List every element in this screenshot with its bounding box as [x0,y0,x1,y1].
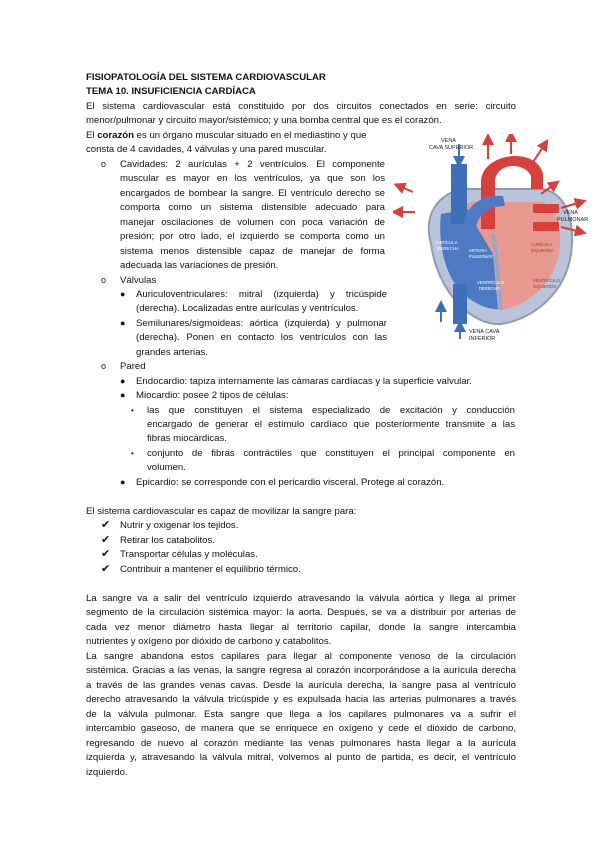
bullet-dot: ● [120,477,126,487]
bullet-dot: ● [120,376,126,386]
valvula-av-line: Auriculoventriculares: mitral (izquierda) y tricúspide [136,289,387,300]
endocardio-text: Endocardio: tapiza internamente las cámaras cardíacas y la superficie valvular. [136,376,472,387]
paragraph1-line: segmento de la circulación sistémica mayor: la aorta. Después, se va a distribuir por arterias de [86,607,516,618]
intro-line: consta de 4 cavidades, 4 válvulas y una pared muscular. [86,144,327,155]
valvulas-label: Válvulas [120,275,157,286]
bullet-dot: ● [120,318,126,328]
celulas-line: las que constituyen el sistema especializado de excitación y conducción [147,405,515,416]
intro-heart-line: El corazón es un órgano muscular situado en el mediastino y que [86,130,367,141]
topic-title: TEMA 10. INSUFICIENCIA CARDÍACA [86,86,256,97]
intro-line: menor/pulmonar y circuito mayor/sistémico; y una bomba central que es el corazón. [86,115,442,126]
celulas-line: conjunto de fibras contráctiles que constituyen el principal componente en [147,448,515,459]
vena-cava-inferior-vessel [453,284,467,324]
paragraph2-line: de la válvula pulmonar. Esta sangre que llega a los capilares pulmonares va a sufrir el [86,709,516,720]
bullet-marker: o [101,275,107,285]
label-ventriculo-derecho: VENTRÍCULO DERECHO [477,280,504,291]
bullet-small: • [131,406,134,415]
label-vena-cava-superior: VENA CAVA SUPERIOR [429,138,474,151]
celulas-line: encargado de generar el estímulo cardíaco que posteriormente transmite a las [147,419,515,430]
funcion-item: Transportar células y moléculas. [120,549,258,560]
check-icon: ✔ [101,534,111,546]
intro-line: El sistema cardiovascular está constituido por dos circuitos conectados en serie: circuito [86,101,516,112]
bullet-marker: o [101,361,107,371]
paragraph2-line: intercambio gaseoso, de manera que se enriquece en oxígeno y cede el dióxido de carbono, [86,723,516,734]
bullet-marker: o [101,159,107,169]
cavidades-line: muscular es mayor en los ventrículos, ya que son los [120,173,385,184]
celulas-line: volumen. [147,462,186,473]
valvula-sl-line: Semilunares/sigmoideas: aórtica (izquierda) y pulmonar [136,318,387,329]
label-vena-pulmonar: VENA PULMONAR [557,210,589,223]
miocardio-text: Miocardio: posee 2 tipos de células: [136,390,289,401]
funciones-intro: El sistema cardiovascular es capaz de movilizar la sangre para: [86,506,357,517]
paragraph1-line: La sangre va a salir del ventrículo izquierdo atravesando la válvula aórtica y llega al primer [86,593,516,604]
valvula-av-line: (derecha). Localizadas entre aurículas y ventrículos. [136,303,359,314]
label-auricula-izquierda: AURÍCULA IZQUIERDA [531,242,554,253]
keyword-corazon: corazón [97,130,134,141]
cavidades-line: Cavidades: 2 aurículas + 2 ventrículos. El componente [120,159,385,170]
paragraph2-line: La sangre abandona estos capilares para llegar al componente venoso de la circulación [86,651,516,662]
valvula-sl-line: (derecha). Ponen en contacto los ventrículos con las [136,332,387,343]
paragraph2-line: izquierdo. [86,767,128,778]
label-arteria-pulmonar: ARTERIA PULMONAR [469,248,493,259]
bullet-small: • [131,449,134,458]
funcion-item: Nutrir y oxigenar los tejidos. [120,520,239,531]
label-auricula-derecha: AURÍCULA DERECHA [435,240,460,251]
valvula-sl-line: grandes arterias. [136,347,208,358]
paragraph2-line: regresando de nuevo al corazón mediante las venas pulmonares hasta llegar a la aurícula [86,738,516,749]
pared-label: Pared [120,361,146,372]
heart-diagram [393,134,593,346]
epicardio-text: Epicardio: se corresponde con el pericardio visceral. Protege al corazón. [136,477,445,488]
label-vena-cava-inferior: VENA CAVA INFERIOR [469,329,500,342]
label-aorta: AORTA [506,175,525,181]
celulas-line: fibras miocárdicas. [147,433,227,444]
funcion-item: Retirar los catabolitos. [120,535,215,546]
pulmonary-vein-vessel [533,204,559,213]
cavidades-line: encargados de bombear la sangre. El ventrículo derecho se [120,188,385,199]
bullet-dot: ● [120,390,126,400]
paragraph2-line: izquierda y, atravesando la válvula mitral, volvemos al punto de partida, es decir, el ventrículo [86,752,516,763]
paragraph1-line: cada vez menor diámetro hasta llegar al territorio capilar, donde la sangre intercambia [86,622,516,633]
cavidades-line: comporta como un sistema distensible adecuado para [120,202,385,213]
cavidades-line: manejar oscilaciones de volumen con poca variación de [120,217,385,228]
paragraph2-line: derecho atravesando la válvula tricúspide y es expulsada hacia las arterias pulmonares a través [86,694,516,705]
check-icon: ✔ [101,519,111,531]
paragraph2-line: a través de las grandes venas cavas. Desde la aurícula derecha, la sangre pasa al ventrículo [86,680,516,691]
cavidades-line: presión; por otro lado, el izquierdo se comporta como un [120,231,385,242]
cavidades-line: adecuada las variaciones de presión. [120,260,279,271]
bullet-dot: ● [120,289,126,299]
funcion-item: Contribuir a mantener el equilibrio térmico. [120,564,301,575]
paragraph2-line: sistémica. Gracias a las venas, la sangre regresa al corazón incorporándose a la aurícula derecha [86,665,516,676]
vena-cava-superior-vessel [451,164,467,224]
check-icon: ✔ [101,548,111,560]
check-icon: ✔ [101,563,111,575]
document-title: FISIOPATOLOGÍA DEL SISTEMA CARDIOVASCULAR [86,72,326,83]
cavidades-line: sistema menos distensible capaz de manejar de forma [120,246,385,257]
label-ventriculo-izquierdo: VENTRÍCULO IZQUIERDO [533,278,560,289]
paragraph1-line: nutrientes y oxígeno por dióxido de carbono y catabolitos. [86,636,332,647]
